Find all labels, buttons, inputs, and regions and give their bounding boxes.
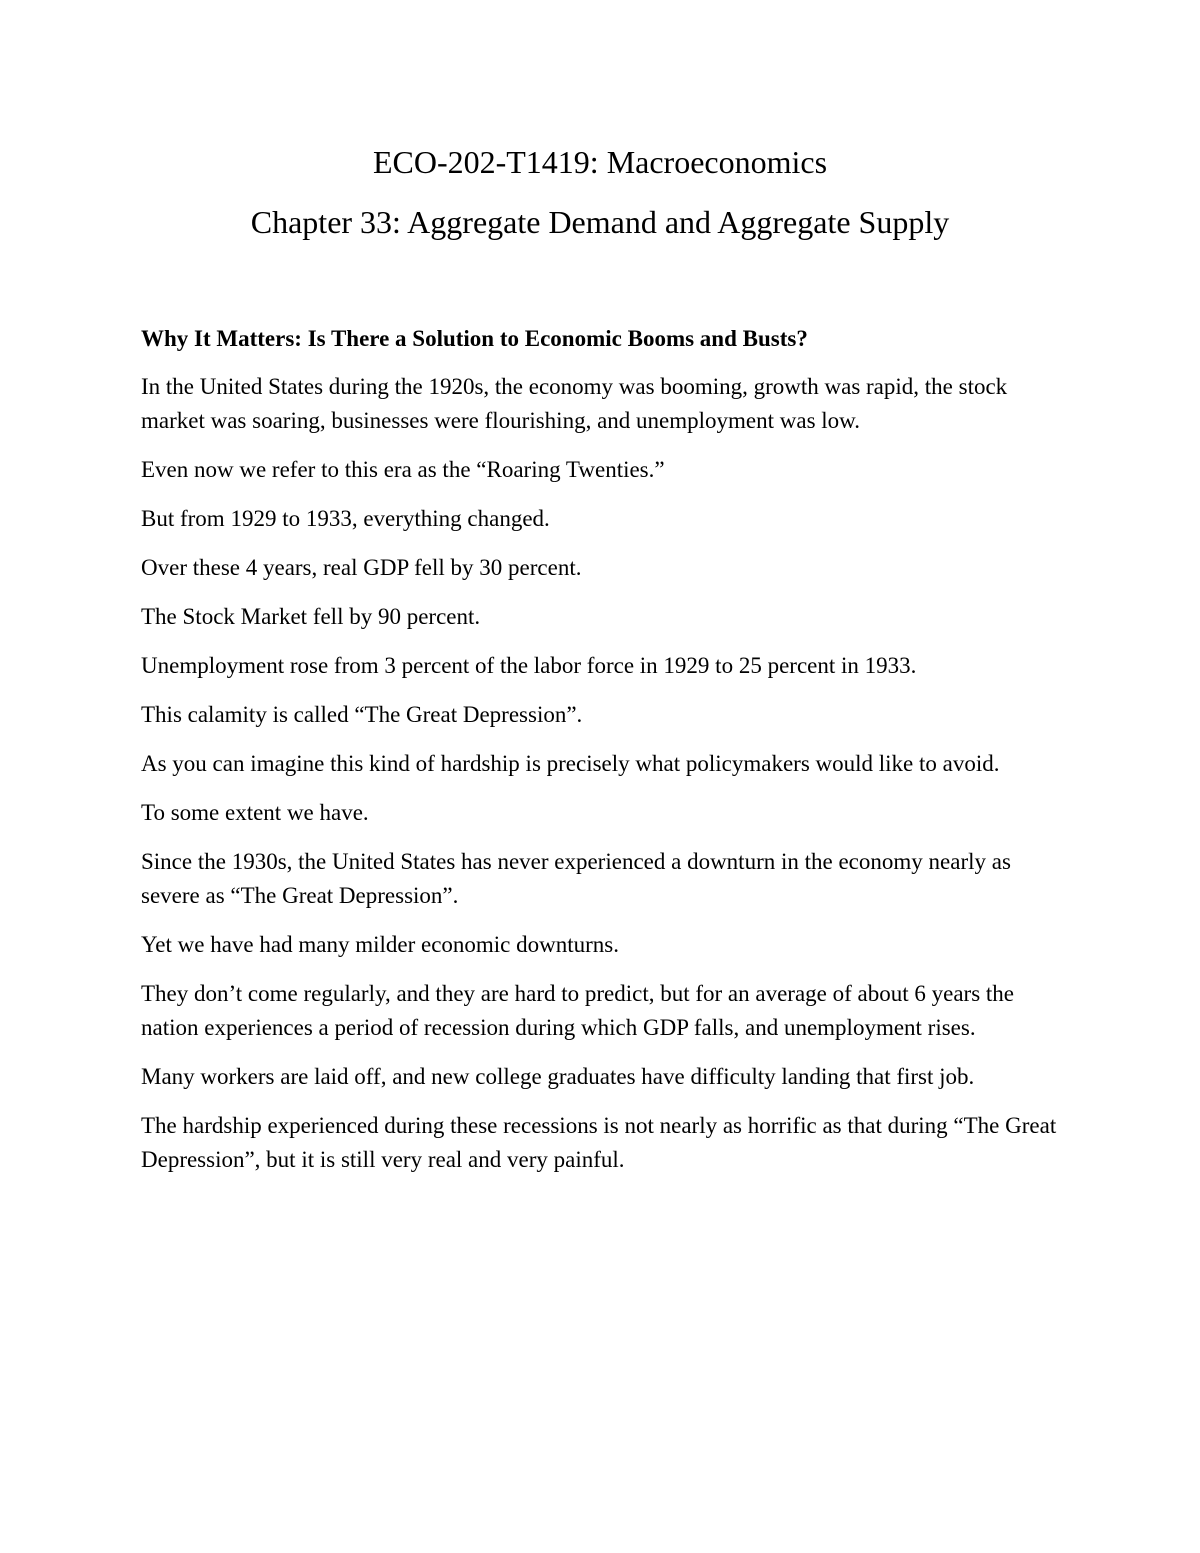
course-title: ECO-202-T1419: Macroeconomics: [372, 144, 828, 180]
paragraph: To some extent we have.: [141, 800, 369, 825]
document-body: [141, 322, 1071, 1192]
paragraph: Since the 1930s, the United States has never experienced a downturn in the economy nearly as severe as “The Great Depression”.: [141, 849, 1011, 908]
paragraph: The Stock Market fell by 90 percent.: [141, 604, 481, 629]
paragraph: As you can imagine this kind of hardship is precisely what policymakers would like to avoid.: [141, 751, 1000, 776]
paragraph: But from 1929 to 1933, everything changed.: [141, 506, 550, 531]
paragraph: Unemployment rose from 3 percent of the labor force in 1929 to 25 percent in 1933.: [141, 653, 917, 678]
paragraph: In the United States during the 1920s, the economy was booming, growth was rapid, the stock market was soaring, businesses were flourishing, and unemployment was low.: [141, 374, 1008, 433]
chapter-title: Chapter 33: Aggregate Demand and Aggregate Supply: [250, 204, 950, 240]
paragraph: This calamity is called “The Great Depression”.: [141, 702, 583, 727]
paragraph: The hardship experienced during these recessions is not nearly as horrific as that during “The Great Depression”, but it is still very real and very painful.: [141, 1113, 1057, 1172]
paragraph: Yet we have had many milder economic downturns.: [141, 932, 620, 957]
section-heading: Why It Matters: Is There a Solution to Economic Booms and Busts?: [141, 326, 808, 351]
paragraph: They don’t come regularly, and they are hard to predict, but for an average of about 6 years the nation experiences a period of recession during which GDP falls, and unemployment rises.: [141, 981, 1015, 1040]
paragraph: Even now we refer to this era as the “Roaring Twenties.”: [141, 457, 665, 482]
paragraph: Many workers are laid off, and new college graduates have difficulty landing that first job.: [141, 1064, 975, 1089]
paragraph: Over these 4 years, real GDP fell by 30 percent.: [141, 555, 582, 580]
